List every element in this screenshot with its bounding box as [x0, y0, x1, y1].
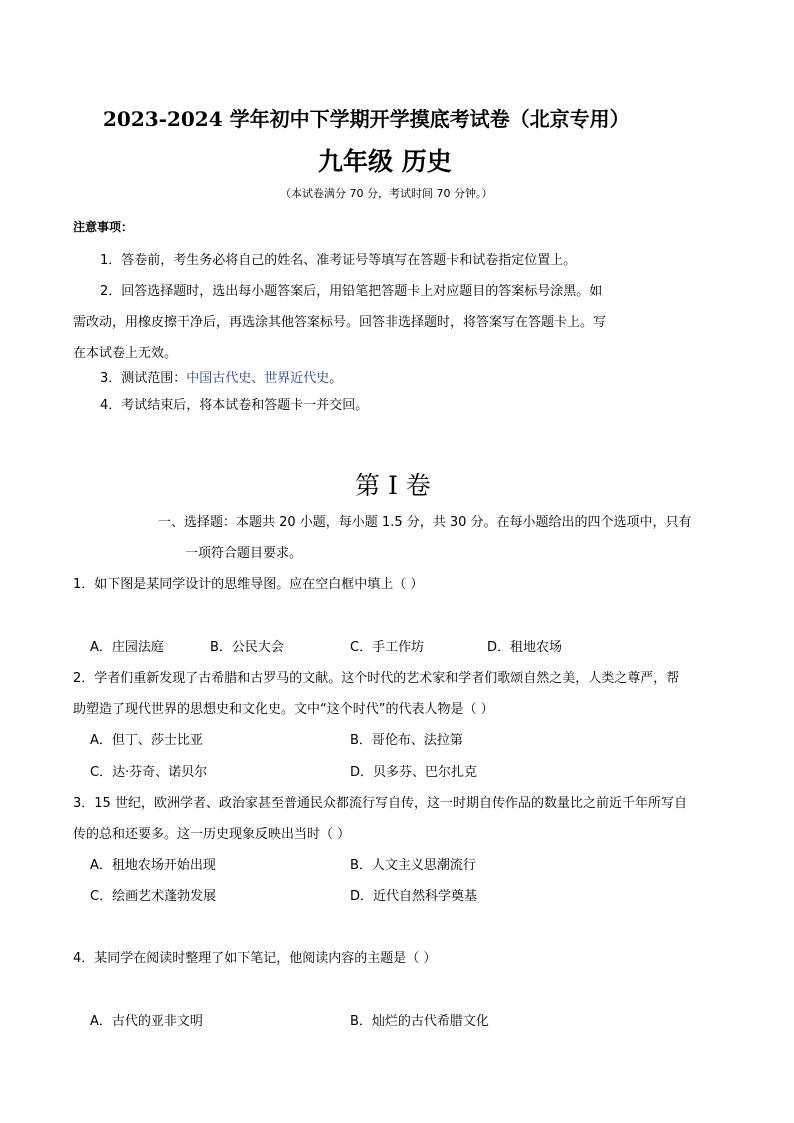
question-2-option-b[interactable]: B．哥伦布、法拉第: [350, 733, 463, 748]
question-3-option-a[interactable]: A．租地农场开始出现: [90, 858, 216, 873]
notice-heading: 注意事项：: [73, 220, 134, 234]
notice-item-3-suffix: 。: [329, 371, 343, 386]
question-4-stem: 4．某同学在阅读时整理了如下笔记，他阅读内容的主题是（ ）: [73, 951, 437, 966]
section-instruction-line-1: 一、选择题：本题共 20 小题，每小题 1.5 分，共 30 分。在每小题给出的四个选项中，只有: [158, 515, 692, 530]
notice-item-1: 1．答卷前，考生务必将自己的姓名、准考证号等填写在答题卡和试卷指定位置上。: [100, 253, 577, 268]
question-2-stem-line-1: 2．学者们重新发现了古希腊和古罗马的文献。这个时代的艺术家和学者们歌颂自然之美，人类之尊严，帮: [73, 671, 680, 686]
question-1-option-b[interactable]: B．公民大会: [210, 640, 284, 655]
section-instruction-line-2: 一项符合题目要求。: [185, 546, 303, 561]
question-4-option-b[interactable]: B．灿烂的古代希腊文化: [350, 1014, 489, 1029]
notice-item-2-line-3: 在本试卷上无效。: [73, 346, 178, 361]
question-2-option-c[interactable]: C．达·芬奇、诺贝尔: [90, 765, 208, 780]
test-scope: 中国古代史、世界近代史: [186, 371, 330, 386]
question-2-stem-line-2: 助塑造了现代世界的思想史和文化史。文中“这个时代”的代表人物是（ ）: [73, 702, 494, 717]
volume-heading: 第 I 卷: [355, 471, 431, 500]
notice-item-3: [100, 367, 342, 386]
exam-title: 2023-2024 学年初中下学期开学摸底考试卷（北京专用）: [103, 107, 630, 131]
question-2-option-a[interactable]: A．但丁、莎士比亚: [90, 733, 203, 748]
question-3-stem-line-2: 传的总和还要多。这一历史现象反映出当时（ ）: [73, 827, 351, 842]
question-1-option-d[interactable]: D．租地农场: [487, 640, 563, 655]
notice-item-2-line-2: 需改动，用橡皮擦干净后，再选涂其他答案标号。回答非选择题时，将答案写在答题卡上。写: [73, 315, 607, 330]
notice-item-2-line-1: 2．回答选择题时，选出每小题答案后，用铅笔把答题卡上对应题目的答案标号涂黑。如: [100, 284, 603, 299]
question-4-option-a[interactable]: A．古代的亚非文明: [90, 1014, 203, 1029]
question-3-stem-line-1: 3．15 世纪，欧洲学者、政治家甚至普通民众都流行写自传，这一时期自传作品的数量比之前近千年所写自: [73, 796, 687, 811]
question-3-option-d[interactable]: D．近代自然科学奠基: [350, 889, 478, 904]
notice-item-4: 4．考试结束后，将本试卷和答题卡一并交回。: [100, 398, 369, 413]
exam-subtitle: 九年级 历史: [318, 147, 452, 176]
question-2-option-d[interactable]: D．贝多芬、巴尔扎克: [350, 765, 478, 780]
exam-note: （本试卷满分 70 分，考试时间 70 分钟。）: [280, 187, 493, 200]
question-1-option-c[interactable]: C．手工作坊: [350, 640, 425, 655]
question-1-option-a[interactable]: A．庄园法庭: [90, 640, 164, 655]
question-3-option-b[interactable]: B．人文主义思潮流行: [350, 858, 476, 873]
question-1-stem: 1．如下图是某同学设计的思维导图。应在空白框中填上（ ）: [73, 577, 424, 592]
notice-item-3-prefix: 3．测试范围：: [100, 371, 187, 386]
question-3-option-c[interactable]: C．绘画艺术蓬勃发展: [90, 889, 217, 904]
